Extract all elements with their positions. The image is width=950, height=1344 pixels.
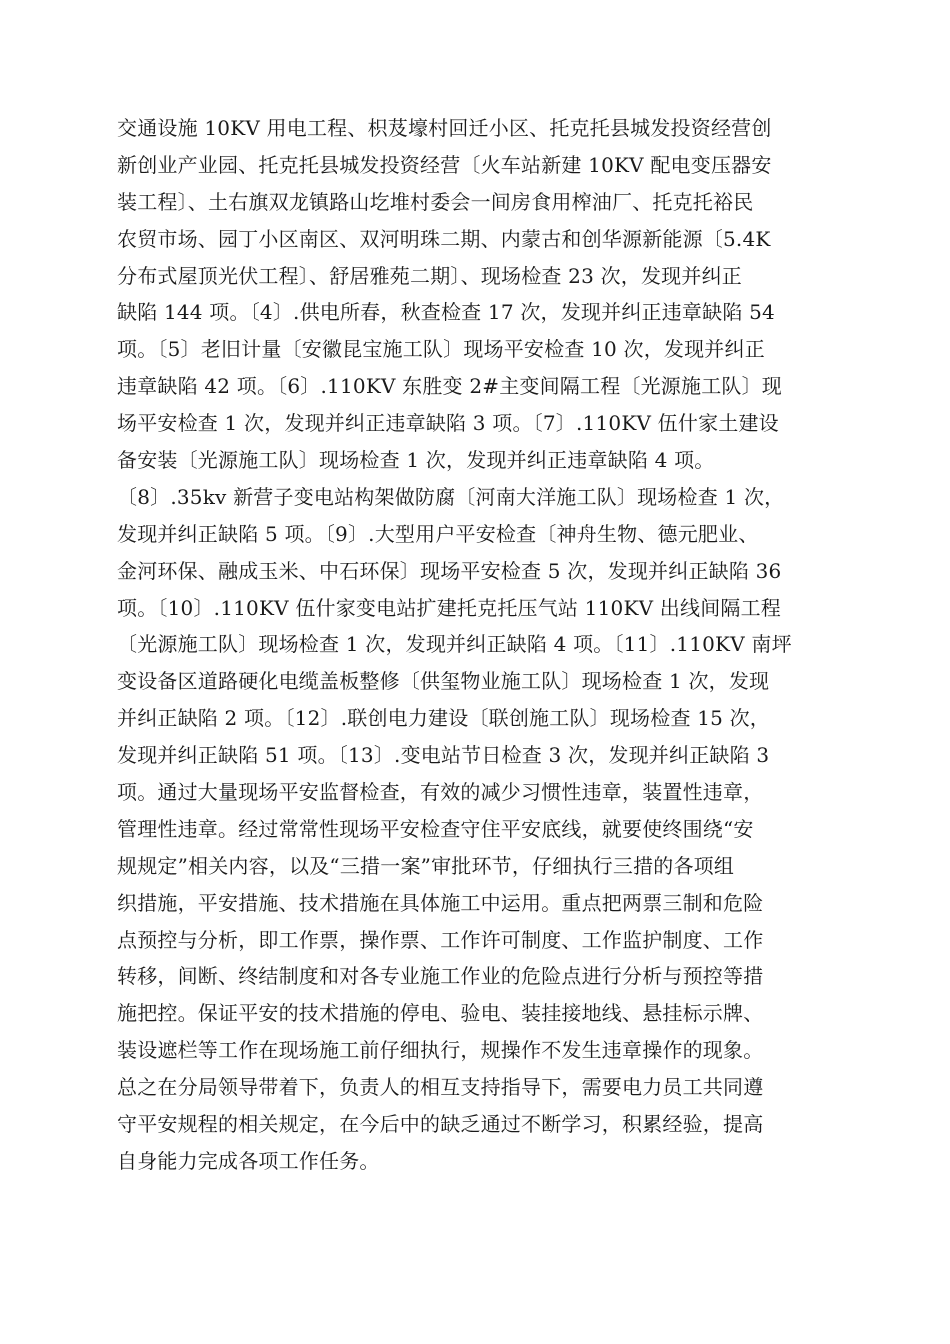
text-line: 金河环保、融成玉米、中石环保〕现场平安检查 5 次，发现并纠正缺陷 36: [117, 558, 782, 583]
text-line: 变设备区道路硬化电缆盖板整修〔供玺物业施工队〕现场检查 1 次，发现: [117, 669, 770, 694]
text-line: 发现并纠正缺陷 5 项。〔9〕.大型用户平安检查〔神舟生物、德元肥业、: [117, 521, 759, 546]
text-line: 规规定”相关内容，以及“三措一案”审批环节，仔细执行三措的各项组: [117, 853, 735, 878]
body-text: [117, 110, 837, 1180]
text-line: 织措施，平安措施、技术措施在具体施工中运用。重点把两票三制和危险: [117, 890, 764, 915]
text-line: 点预控与分析，即工作票，操作票、工作许可制度、工作监护制度、工作: [117, 927, 764, 952]
text-line: 备安装〔光源施工队〕现场检查 1 次，发现并纠正违章缺陷 4 项。: [117, 448, 715, 473]
text-line: 自身能力完成各项工作任务。: [117, 1148, 380, 1173]
text-line: 守平安规程的相关规定，在今后中的缺乏通过不断学习，积累经验，提高: [117, 1112, 764, 1137]
text-line: 交通设施 10KV 用电工程、枳芨壕村回迁小区、托克托县城发投资经营创: [117, 116, 772, 140]
text-line: 〔8〕.35kv 新营子变电站构架做防腐〔河南大洋施工队〕现场检查 1 次，: [117, 484, 785, 509]
text-line: 新创业产业园、托克托县城发投资经营〔火车站新建 10KV 配电变压器安: [117, 152, 772, 177]
text-line: 总之在分局领导带着下，负责人的相互支持指导下，需要电力员工共同遵: [117, 1075, 764, 1100]
text-line: 装工程〕、土右旗双龙镇路山圪堆村委会一间房食用榨油厂、托克托裕民: [117, 189, 754, 214]
text-line: 装设遮栏等工作在现场施工前仔细执行，规操作不发生违章操作的现象。: [117, 1038, 764, 1063]
text-line: 管理性违章。经过常常性现场平安检查守住平安底线，就要使终围绕“安: [117, 816, 754, 841]
text-line: 并纠正缺陷 2 项。〔12〕.联创电力建设〔联创施工队〕现场检查 15 次，: [117, 706, 771, 731]
text-line: 〔光源施工队〕现场检查 1 次，发现并纠正缺陷 4 项。〔11〕.110KV 南坪: [117, 632, 792, 657]
text-line: 缺陷 144 项。〔4〕.供电所春，秋查检查 17 次，发现并纠正违章缺陷 54: [117, 300, 775, 325]
text-line: 场平安检查 1 次，发现并纠正违章缺陷 3 项。〔7〕.110KV 伍什家土建设: [117, 411, 779, 436]
text-line: 项。〔5〕老旧计量〔安徽昆宝施工队〕现场平安检查 10 次，发现并纠正: [117, 337, 765, 362]
text-line: 项。通过大量现场平安监督检查，有效的减少习惯性违章，装置性违章，: [117, 780, 764, 805]
text-line: 施把控。保证平安的技术措施的停电、验电、装挂接地线、悬挂标示牌、: [117, 1001, 764, 1026]
text-line: 违章缺陷 42 项。〔6〕.110KV 东胜变 2#主变间隔工程〔光源施工队〕现: [117, 374, 783, 399]
text-line: 发现并纠正缺陷 51 项。〔13〕.变电站节日检查 3 次，发现并纠正缺陷 3: [117, 743, 770, 768]
text-line: 项。〔10〕.110KV 伍什家变电站扩建托克托压气站 110KV 出线间隔工程: [117, 595, 781, 620]
text-line: 转移，间断、终结制度和对各专业施工作业的危险点进行分析与预控等措: [117, 964, 764, 989]
text-line: 农贸市场、园丁小区南区、双河明珠二期、内蒙古和创华源新能源〔5.4K: [117, 226, 771, 251]
text-line: 分布式屋顶光伏工程〕、舒居雅苑二期〕、现场检查 23 次，发现并纠正: [117, 263, 742, 288]
